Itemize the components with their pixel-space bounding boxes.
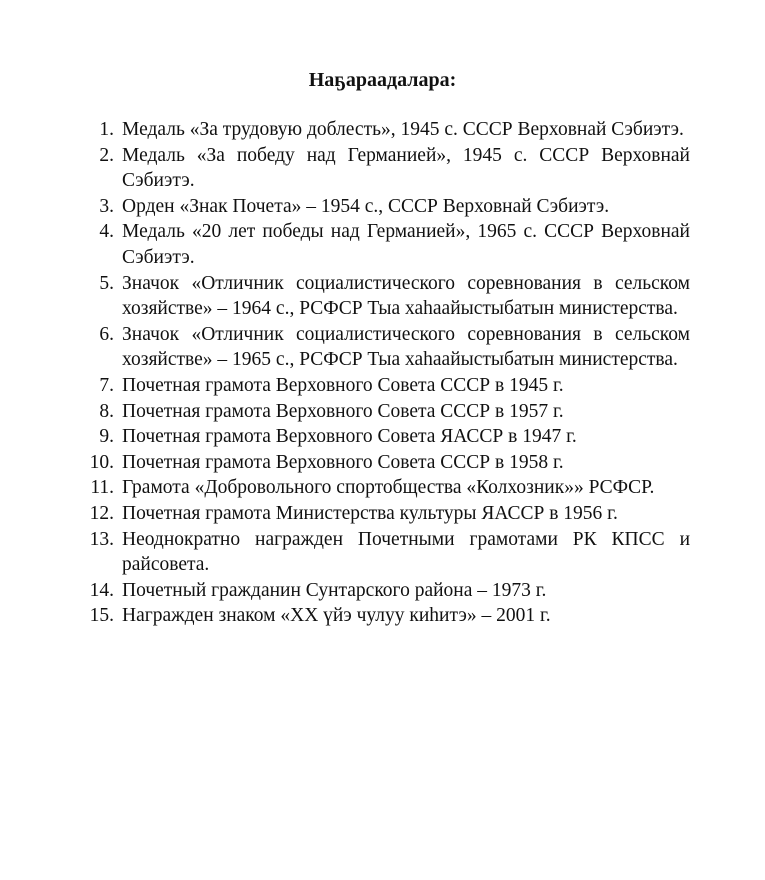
item-number: 13. — [89, 528, 114, 550]
item-number: 9. — [99, 426, 114, 448]
list-item — [78, 603, 690, 629]
item-text: Почетная грамота Министерства культуры ЯАССР в 1956 г. — [122, 502, 618, 524]
item-number: 7. — [99, 374, 114, 396]
item-number: 12. — [89, 502, 114, 524]
item-number: 5. — [99, 272, 114, 294]
item-number: 6. — [99, 323, 114, 345]
item-number: 15. — [89, 605, 114, 627]
list-item — [78, 450, 690, 476]
item-number: 4. — [99, 221, 114, 243]
list-item — [78, 219, 690, 270]
item-text: Почетный гражданин Сунтарского района – 1973 г. — [122, 579, 547, 601]
list-item — [78, 143, 690, 194]
item-number: 10. — [89, 451, 114, 473]
page-title: Наҕараадалара: — [308, 69, 457, 91]
awards-list — [78, 117, 690, 629]
item-number: 8. — [99, 400, 114, 422]
item-text: Почетная грамота Верховного Совета ЯАССР в 1947 г. — [122, 426, 577, 448]
item-text: Почетная грамота Верховного Совета СССР в 1945 г. — [122, 374, 564, 396]
list-item — [78, 322, 690, 373]
item-text: Значок «Отличник социалистического соревнования в сельском хозяйстве» – 1965 с., РСФСР Тыа хаһаайыстыбатын министерства. — [122, 323, 690, 371]
item-text: Медаль «20 лет победы над Германией», 1965 с. СССР Верховнай Сэбиэтэ. — [122, 221, 690, 268]
list-item — [78, 399, 690, 425]
item-text: Почетная грамота Верховного Совета СССР в 1958 г. — [122, 451, 564, 473]
list-item — [78, 117, 690, 143]
item-text: Медаль «За трудовую доблесть», 1945 с. СССР Верховнай Сэбиэтэ. — [122, 119, 684, 140]
list-item — [78, 527, 690, 578]
item-number: 11. — [90, 477, 114, 499]
item-number: 1. — [99, 119, 114, 140]
item-text: Грамота «Добровольного спортобщества «Колхозник»» РСФСР. — [122, 477, 655, 499]
item-text: Орден «Знак Почета» – 1954 с., СССР Верховнай Сэбиэтэ. — [122, 195, 610, 217]
item-text: Медаль «За победу над Германией», 1945 с. СССР Верховнай Сэбиэтэ. — [122, 144, 690, 192]
item-text: Награжден знаком «ХХ үйэ чулуу киһитэ» – 2001 г. — [122, 605, 551, 627]
list-item — [78, 578, 690, 604]
item-text: Почетная грамота Верховного Совета СССР в 1957 г. — [122, 400, 564, 422]
list-item — [78, 271, 690, 322]
item-number: 14. — [89, 579, 114, 601]
list-item — [78, 424, 690, 450]
item-number: 2. — [99, 144, 114, 166]
item-number: 3. — [99, 195, 114, 217]
list-item — [78, 194, 690, 220]
list-item — [78, 501, 690, 527]
item-text: Значок «Отличник социалистического соревнования в сельском хозяйстве» – 1964 с., РСФСР Тыа хаһаайыстыбатын министерства. — [122, 272, 690, 320]
list-item — [78, 373, 690, 399]
list-item — [78, 475, 690, 501]
item-text: Неоднократно награжден Почетными грамотами РК КПСС и райсовета. — [122, 528, 690, 576]
